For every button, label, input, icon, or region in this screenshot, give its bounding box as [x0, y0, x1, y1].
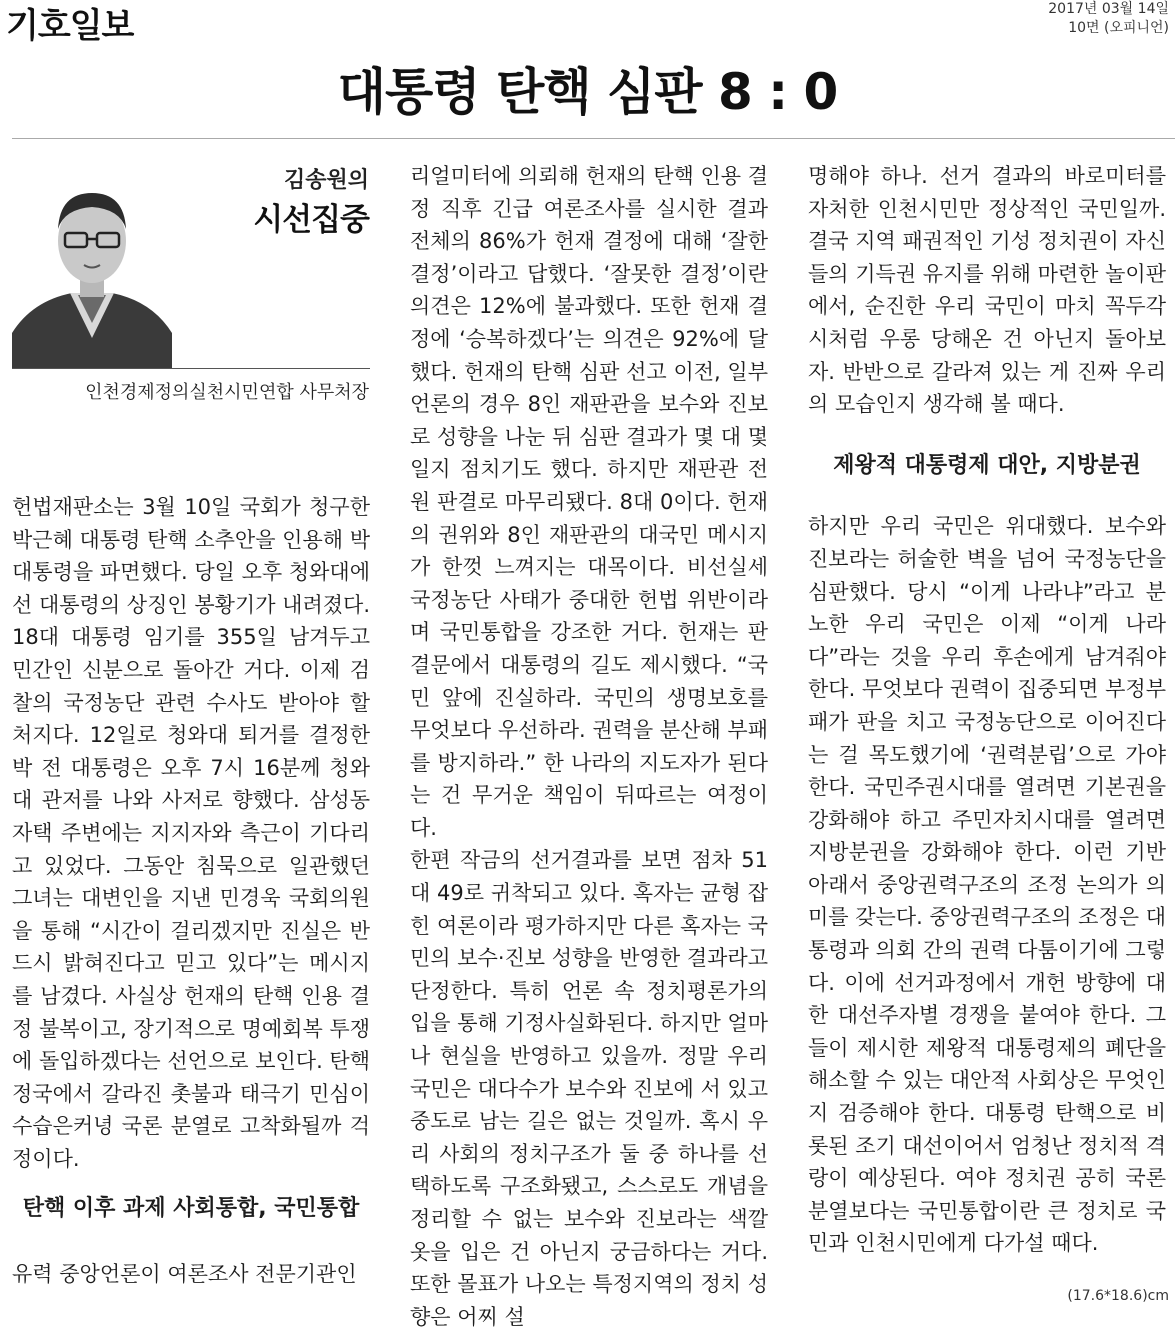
- subheading: 제왕적 대통령제 대안, 지방분권: [833, 452, 1141, 478]
- portrait-image: [12, 163, 172, 369]
- paragraph: 한편 작금의 선거결과를 보면 점차 51대 49로 귀착되고 있다. 혹자는 균형 잡힌 여론이라 평가하지만 다른 혹자는 국민의 보수·진보 성향을 반영한 결과라고 단정한다. 특히 언론 속 정치평론가의 입을 통해 기정사실화된다. 하지만 얼마나 현실을 반영하고 있을까. 정말 우리 국민은 대다수가 보수와 진보에 서 있고 중도로 남는 길은 없는 것일까. 혹시 우리 사회의 정치구조가 둘 중 하나를 선택하도록 구조화됐고, 스스로도 개념을 정리할 수 없는 보수와 진보라는 색깔 옷을 입은 건 아닌지 궁금하다는 거다. 또한 몰표가 나오는 특정지역의 정치 성향은 어찌 설: [410, 848, 768, 1329]
- publish-date: 2017년 03월 14일: [1048, 1, 1169, 17]
- columnist-photo: [12, 163, 172, 369]
- subheading: 탄핵 이후 과제 사회통합, 국민통합: [22, 1196, 360, 1222]
- paragraph: 명해야 하나. 선거 결과의 바로미터를 자처한 인천시민만 정상적인 국민일까. 결국 지역 패권적인 기성 정치권이 자신들의 기득권 유지를 위해 마련한 놀이판에서, 순진한 우리 국민이 마치 꼭두각시처럼 우롱 당해온 건 아닌지 돌아보자. 반반으로 갈라져 있는 게 진짜 우리의 모습인지 생각해 볼 때다.: [808, 164, 1166, 417]
- page-section: 10면 (오피니언): [1068, 20, 1169, 36]
- column-series-title: 시선집중: [253, 202, 369, 238]
- article-column-3: [808, 160, 1166, 1260]
- columnist-role: 인천경제정의실천시민연합 사무처장: [85, 382, 369, 403]
- paragraph: 유력 중앙언론이 여론조사 전문기관인: [12, 1262, 357, 1287]
- paragraph: 리얼미터에 의뢰해 헌재의 탄핵 인용 결정 직후 긴급 여론조사를 실시한 결과 전체의 86%가 헌재 결정에 대해 ‘잘한 결정’이라고 답했다. ‘잘못한 결정’이란 의견은 12%에 불과했다. 또한 헌재 결정에 ‘승복하겠다’는 의견은 92%에 달했다. 헌재의 탄핵 심판 선고 이전, 일부 언론의 경우 8인 재판관을 보수와 진보로 성향을 나눈 뒤 심판 결과가 몇 대 몇일지 점치기도 했다. 하지만 재판관 전원 판결로 마무리됐다. 8대 0이다. 헌재의 권위와 8인 재판관의 대국민 메시지가 한껏 느껴지는 대목이다. 비선실세 국정농단 사태가 중대한 헌법 위반이라며 국민통합을 강조한 거다. 헌재는 판결문에서 대통령의 길도 제시했다. “국민 앞에 진실하라. 국민의 생명보호를 무엇보다 우선하라. 권력을 분산해 부패를 방지하라.” 한 나라의 지도자가 된다는 건 무거운 책임이 뒤따르는 여정이다.: [410, 164, 768, 840]
- paragraph: 헌법재판소는 3월 10일 국회가 청구한 박근혜 대통령 탄핵 소추안을 인용해 박 대통령을 파면했다. 당일 오후 청와대에 선 대통령의 상징인 봉황기가 내려졌다. 18대 대통령 임기를 355일 남겨두고 민간인 신분으로 돌아간 거다. 이제 검찰의 국정농단 관련 수사도 받아야 할 처지다. 12일로 청와대 퇴거를 결정한 박 전 대통령은 오후 7시 16분께 청와대 관저를 나와 사저로 향했다. 삼성동 자택 주변에는 지지자와 측근이 기다리고 있었다. 그동안 침묵으로 일관했던 그녀는 대변인을 지낸 민경욱 국회의원을 통해 “시간이 걸리겠지만 진실은 반드시 밝혀진다고 믿고 있다”는 메시지를 남겼다. 사실상 헌재의 탄핵 인용 결정 불복이고, 장기적으로 명예회복 투쟁에 돌입하겠다는 선언으로 보인다. 탄핵 정국에서 갈라진 촛불과 태극기 민심이 수습은커녕 국론 분열로 고착화될까 걱정이다.: [12, 495, 370, 1171]
- article-column-2: [410, 160, 768, 1333]
- article-column-1: [12, 491, 370, 1291]
- newspaper-masthead: 기호일보: [6, 6, 134, 46]
- dateline: [1048, 0, 1169, 38]
- headline-divider: [12, 138, 1175, 139]
- headline: 대통령 탄핵 심판 8 : 0: [337, 63, 838, 121]
- paragraph: 하지만 우리 국민은 위대했다. 보수와 진보라는 허술한 벽을 넘어 국정농단을 심판했다. 당시 “이게 나라냐”라고 분노한 우리 국민은 이제 “이게 나라다”라는 것을 우리 후손에게 남겨줘야 한다. 무엇보다 권력이 집중되면 부정부패가 판을 치고 국정농단으로 이어진다는 걸 목도했기에 ‘권력분립’으로 가야 한다. 국민주권시대를 열려면 기본권을 강화해야 하고 주민자치시대를 열려면 지방분권을 강화해야 한다. 이런 기반 아래서 중앙권력구조의 조정 논의가 의미를 갖는다. 중앙권력구조의 조정은 대통령과 의회 간의 권력 다툼이기에 그렇다. 이에 선거과정에서 개헌 방향에 대한 대선주자별 경쟁을 붙여야 한다. 그들이 제시한 제왕적 대통령제의 폐단을 해소할 수 있는 대안적 사회상은 무엇인지 검증해야 한다. 대통령 탄핵으로 비롯된 조기 대선이어서 엄청난 정치적 격랑이 예상된다. 여야 정치권 공히 국론분열보다는 국민통합이란 큰 정치로 국민과 인천시민에게 다가설 때다.: [808, 514, 1166, 1256]
- clipping-size: (17.6*18.6)cm: [1067, 1288, 1169, 1304]
- columnist-name: 김송원의: [283, 168, 369, 193]
- byline-divider: [12, 368, 370, 369]
